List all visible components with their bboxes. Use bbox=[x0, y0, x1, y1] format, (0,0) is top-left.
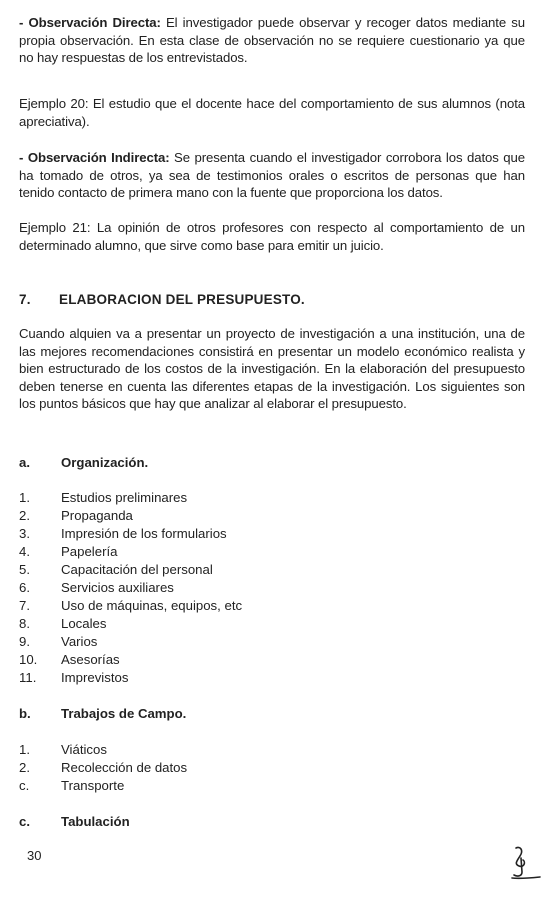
list-item bbox=[19, 651, 242, 669]
list-text: Locales bbox=[61, 616, 107, 631]
subheading-letter: b. bbox=[19, 706, 31, 721]
paragraph-observacion-indirecta bbox=[19, 149, 525, 202]
subheading-organizacion bbox=[19, 455, 148, 470]
list-number: 9. bbox=[19, 634, 30, 649]
list-text: Estudios preliminares bbox=[61, 490, 188, 505]
subheading-letter: a. bbox=[19, 455, 30, 470]
page-number: 30 bbox=[27, 848, 42, 863]
subheading-tabulacion bbox=[19, 814, 130, 829]
paragraph-text: El investigador puede observar y recoger datos mediante su propia observación. En esta clase de observación no se requiere cuestionario ya que no hay respuestas de los entrevistados. bbox=[19, 15, 526, 65]
list-item bbox=[19, 633, 242, 651]
list-item bbox=[19, 615, 242, 633]
list-text: Servicios auxiliares bbox=[61, 580, 174, 595]
list-number: 11. bbox=[19, 670, 37, 685]
paragraph-dash: - bbox=[19, 15, 29, 30]
paragraph-ejemplo-21: Ejemplo 21: La opinión de otros profesores con respecto al comportamiento de un determinado alumno, que sirve como base para emitir un juicio. bbox=[19, 220, 525, 253]
list-number: 2. bbox=[19, 760, 30, 775]
list-number: c. bbox=[19, 778, 30, 793]
paragraph-text: Se presenta cuando el investigador corrobora los datos que ha tomado de otros, ya sea de testimonios orales o escritos de personas que han tenido contacto de primera mano con la fuente que proporciona los datos. bbox=[19, 150, 525, 200]
list-item bbox=[19, 507, 242, 525]
list-item bbox=[19, 597, 242, 615]
list-item bbox=[19, 489, 242, 507]
list-number: 1. bbox=[19, 490, 30, 505]
paragraph-dash: - bbox=[19, 150, 28, 165]
list-item bbox=[19, 561, 242, 579]
list-number: 6. bbox=[19, 580, 30, 595]
list-text: Papelería bbox=[61, 544, 118, 559]
list-organizacion bbox=[19, 489, 242, 687]
subheading-title: Trabajos de Campo. bbox=[61, 706, 187, 721]
term-observacion-directa: Observación Directa: bbox=[28, 15, 161, 30]
list-number: 1. bbox=[19, 742, 30, 757]
list-text: Transporte bbox=[61, 778, 125, 793]
list-text: Uso de máquinas, equipos, etc bbox=[61, 598, 243, 613]
signature-icon bbox=[506, 842, 542, 882]
list-trabajos-de-campo bbox=[19, 741, 187, 795]
list-number: 8. bbox=[19, 616, 30, 631]
list-item bbox=[19, 525, 242, 543]
list-number: 3. bbox=[19, 526, 30, 541]
list-text: Imprevistos bbox=[61, 670, 129, 685]
list-number: 5. bbox=[19, 562, 30, 577]
list-text: Asesorías bbox=[61, 652, 120, 667]
list-item bbox=[19, 759, 187, 777]
subheading-trabajos-de-campo bbox=[19, 706, 186, 721]
subheading-title: Organización. bbox=[61, 455, 149, 470]
list-number: 2. bbox=[19, 508, 30, 523]
list-text: Capacitación del personal bbox=[61, 562, 213, 577]
paragraph-observacion-directa bbox=[19, 14, 525, 67]
paragraph-ejemplo-20: Ejemplo 20: El estudio que el docente hace del comportamiento de sus alumnos (nota apreciativa). bbox=[19, 96, 525, 129]
list-text: Varios bbox=[61, 634, 98, 649]
subheading-title: Tabulación bbox=[61, 814, 130, 829]
term-observacion-indirecta: Observación Indirecta: bbox=[27, 150, 170, 165]
list-number: 4. bbox=[19, 544, 30, 559]
list-number: 10. bbox=[19, 652, 38, 667]
list-text: Impresión de los formularios bbox=[61, 526, 227, 541]
list-item bbox=[19, 741, 187, 759]
list-text: Recolección de datos bbox=[61, 760, 188, 775]
list-item bbox=[19, 543, 242, 561]
list-number: 7. bbox=[19, 598, 30, 613]
list-item bbox=[19, 777, 187, 795]
list-item bbox=[19, 579, 242, 597]
section-heading bbox=[19, 292, 305, 307]
list-item bbox=[19, 669, 242, 687]
subheading-letter: c. bbox=[19, 814, 30, 829]
section-number: 7. bbox=[19, 292, 31, 307]
list-text: Viáticos bbox=[61, 742, 107, 757]
section-title: ELABORACION DEL PRESUPUESTO. bbox=[59, 292, 305, 307]
paragraph-presupuesto: Cuando alquien va a presentar un proyecto de investigación a una institución, una de las mejores recomendaciones consistirá en presentar un modelo económico realista y bien estructurado de los costos de la investigación. En la elaboración del presupuesto deben tenerse en cuenta las diferentes etapas de la investigación. Los siguientes son los puntos básicos que hay que analizar al elaborar el presupuesto. bbox=[19, 326, 525, 411]
list-text: Propaganda bbox=[61, 508, 133, 523]
